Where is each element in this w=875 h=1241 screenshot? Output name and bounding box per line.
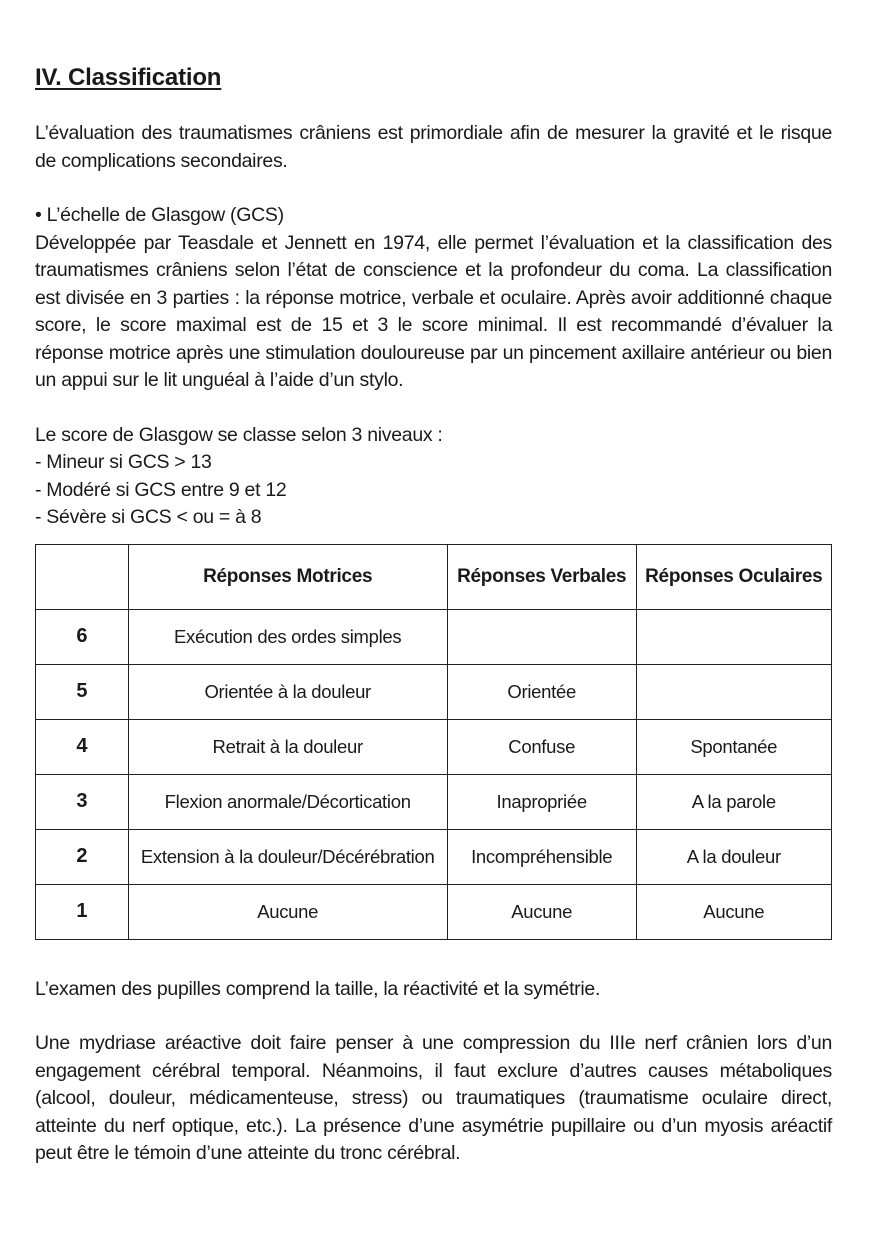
- ocular-cell: Spontanée: [636, 719, 831, 774]
- ocular-cell: A la douleur: [636, 829, 831, 884]
- gcs-level-moderate: - Modéré si GCS entre 9 et 12: [35, 478, 287, 501]
- score-cell: 5: [36, 664, 129, 719]
- ocular-cell: A la parole: [636, 774, 831, 829]
- verbal-cell: [447, 609, 636, 664]
- verbal-cell: Inapropriée: [447, 774, 636, 829]
- verbal-cell: Aucune: [447, 884, 636, 939]
- header-ocular: Réponses Oculaires: [636, 544, 831, 609]
- gcs-level-severe: - Sévère si GCS < ou = à 8: [35, 506, 262, 528]
- ocular-cell: [636, 664, 831, 719]
- motor-cell: Orientée à la douleur: [128, 664, 447, 719]
- motor-cell: Retrait à la douleur: [128, 719, 447, 774]
- table-row: [36, 829, 832, 884]
- table-header-row: [36, 544, 832, 609]
- gcs-table: [35, 544, 832, 940]
- gcs-heading: • L’échelle de Glasgow (GCS): [35, 204, 284, 226]
- score-cell: 2: [36, 829, 129, 884]
- motor-cell: Extension à la douleur/Décérébration: [128, 829, 447, 884]
- header-verbal: Réponses Verbales: [447, 544, 636, 609]
- motor-cell: Flexion anormale/Décortication: [128, 774, 447, 829]
- document-page: [35, 62, 832, 1168]
- score-cell: 1: [36, 884, 129, 939]
- header-score: [36, 544, 129, 609]
- header-motor: Réponses Motrices: [128, 544, 447, 609]
- verbal-cell: Incompréhensible: [447, 829, 636, 884]
- ocular-cell: Aucune: [636, 884, 831, 939]
- section-title: IV. Classification: [35, 64, 222, 91]
- ocular-cell: [636, 609, 831, 664]
- intro-paragraph: L’évaluation des traumatismes crâniens est primordiale afin de mesurer la gravité et le risque de complications secondaires.: [35, 122, 832, 172]
- motor-cell: Exécution des ordes simples: [128, 609, 447, 664]
- verbal-cell: Confuse: [447, 719, 636, 774]
- pupils-paragraph: L’examen des pupilles comprend la taille, la réactivité et la symétrie.: [35, 977, 601, 1000]
- table-row: [36, 884, 832, 939]
- table-row: [36, 664, 832, 719]
- score-cell: 3: [36, 774, 129, 829]
- table-row: [36, 774, 832, 829]
- mydriasis-paragraph: Une mydriase aréactive doit faire penser à une compression du IIIe nerf crânien lors d’un engagement cérébral temporal. Néanmoins, il faut exclure d’autres causes métaboliques (alcool, douleur, médicamenteuse, stress) ou traumatiques (traumatisme oculaire direct, atteinte du nerf optique, etc.). La présence d’une asymétrie pupillaire ou d’un myosis aréactif peut être le témoin d’une atteinte du tronc cérébral.: [35, 1032, 832, 1164]
- gcs-levels-intro: Le score de Glasgow se classe selon 3 niveaux :: [35, 423, 443, 446]
- motor-cell: Aucune: [128, 884, 447, 939]
- table-row: [36, 609, 832, 664]
- verbal-cell: Orientée: [447, 664, 636, 719]
- table-row: [36, 719, 832, 774]
- gcs-description: Développée par Teasdale et Jennett en 1974, elle permet l’évaluation et la classification des traumatismes crâniens selon l’état de conscience et la profondeur du coma. La classification est divisée en 3 parties : la réponse motrice, verbale et oculaire. Après avoir additionné chaque score, le score maximal est de 15 et 3 le score minimal. Il est recommandé d’évaluer la réponse motrice après une stimulation douloureuse par un pincement axillaire antérieur ou bien un appui sur le lit unguéal à l’aide d’un stylo.: [35, 231, 832, 391]
- score-cell: 6: [36, 609, 129, 664]
- score-cell: 4: [36, 719, 129, 774]
- gcs-level-minor: - Mineur si GCS > 13: [35, 451, 212, 473]
